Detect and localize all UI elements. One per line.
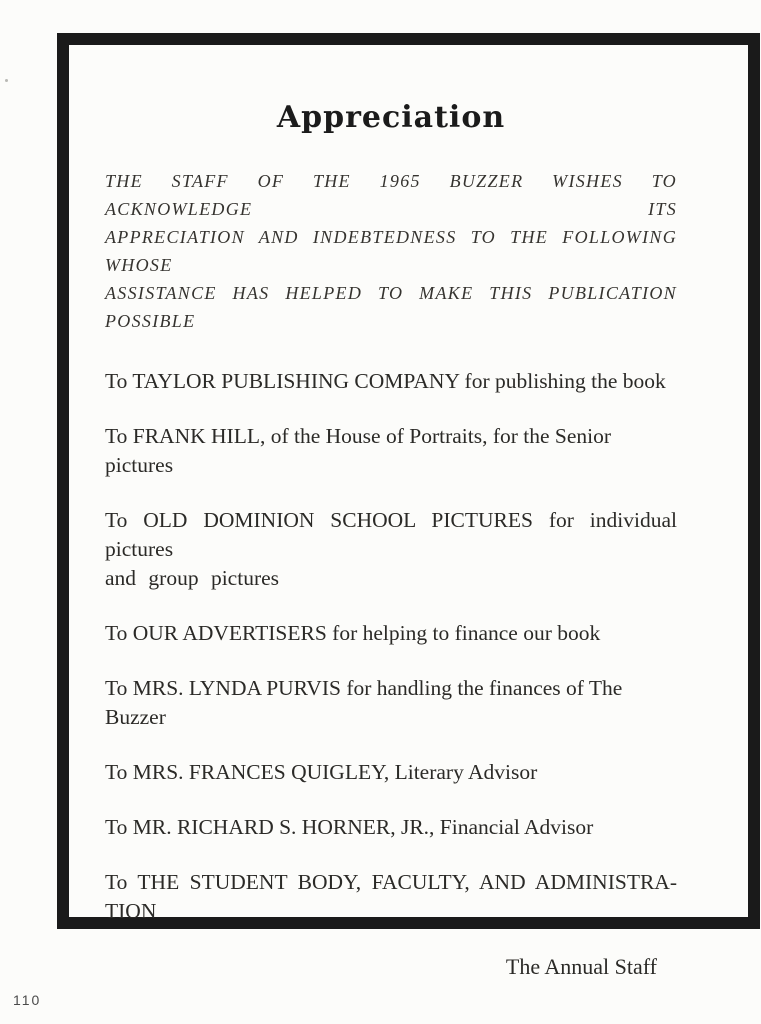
signature: The Annual Staff bbox=[505, 954, 657, 979]
acknowledgement-item-lynda-purvis bbox=[105, 674, 677, 732]
acknowledgement-text: To FRANK HILL, of the House of Portraits, for the Senior pictures bbox=[105, 424, 612, 477]
acknowledgement-text: To MRS. LYNDA PURVIS for handling the finances of The Buzzer bbox=[105, 676, 623, 729]
acknowledgement-text: To OUR ADVERTISERS for helping to finance our book bbox=[105, 621, 601, 645]
acknowledgement-text: To OLD DOMINION SCHOOL PICTURES for individual pictures bbox=[105, 508, 677, 561]
intro-line-2: APPRECIATION AND INDEBTEDNESS TO THE FOLLOWING WHOSE bbox=[105, 227, 677, 275]
acknowledgement-item-richard-horner bbox=[105, 813, 677, 842]
page-content bbox=[105, 99, 677, 982]
acknowledgement-item-advertisers bbox=[105, 619, 677, 648]
acknowledgement-text-wrap: and group pictures bbox=[105, 566, 280, 590]
acknowledgement-item-taylor bbox=[105, 367, 677, 396]
acknowledgement-item-frances-quigley bbox=[105, 758, 677, 787]
acknowledgement-text: To THE STUDENT BODY, FACULTY, AND ADMINISTRA- bbox=[105, 870, 677, 894]
acknowledgement-item-old-dominion bbox=[105, 506, 677, 593]
scan-speck bbox=[5, 79, 8, 82]
intro-line-1: THE STAFF OF THE 1965 BUZZER WISHES TO ACKNOWLEDGE ITS bbox=[105, 171, 677, 219]
intro-paragraph bbox=[105, 167, 677, 335]
acknowledgement-list bbox=[105, 367, 677, 926]
page-number: 110 bbox=[13, 992, 42, 1008]
acknowledgement-text: To TAYLOR PUBLISHING COMPANY for publishing the book bbox=[105, 369, 666, 393]
page-border-frame bbox=[57, 33, 760, 979]
acknowledgement-item-frank-hill bbox=[105, 422, 677, 480]
acknowledgement-text: To MR. RICHARD S. HORNER, JR., Financial Advisor bbox=[105, 815, 594, 839]
acknowledgement-item-student-body bbox=[105, 868, 677, 926]
acknowledgement-text-wrap: TION bbox=[105, 899, 157, 923]
acknowledgement-text: To MRS. FRANCES QUIGLEY, Literary Advisor bbox=[105, 760, 538, 784]
page-title: Appreciation bbox=[276, 100, 506, 135]
intro-line-3: ASSISTANCE HAS HELPED TO MAKE THIS PUBLICATION POSSIBLE bbox=[105, 283, 677, 331]
